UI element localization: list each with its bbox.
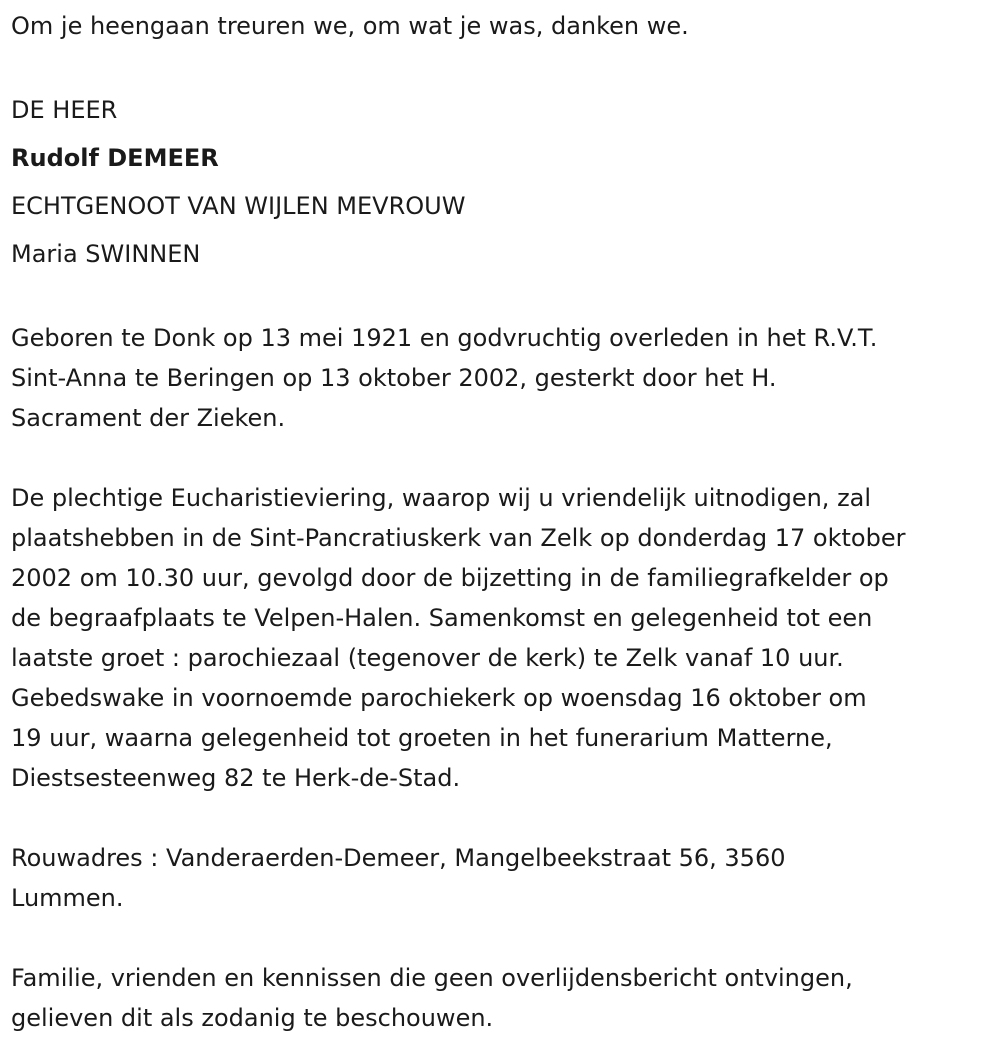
spouse-name: Maria SWINNEN bbox=[11, 240, 201, 268]
motto: Om je heengaan treuren we, om wat je was, danken we. bbox=[11, 12, 689, 40]
spacer bbox=[11, 278, 990, 318]
spacer bbox=[11, 438, 990, 478]
birth-death-paragraph: Geboren te Donk op 13 mei 1921 en godvruchtig overleden in het R.V.T. Sint-Anna te Beringen op 13 oktober 2002, gesterkt door het H. Sacrament der Zieken. bbox=[11, 324, 878, 432]
relation-label: ECHTGENOOT VAN WIJLEN MEVROUW bbox=[11, 192, 466, 220]
ceremony-paragraph: De plechtige Eucharistieviering, waarop wij u vriendelijk uitnodigen, zal plaatshebben in de Sint-Pancratiuskerk van Zelk op donderdag 17 oktober 2002 om 10.30 uur, gevolgd door de bijzetting in de familiegrafkelder op de begraafplaats te Velpen-Halen. Samenkomst en gelegenheid tot een laatste groet : parochiezaal (tegenover de kerk) te Zelk vanaf 10 uur. Gebedswake in voornoemde parochiekerk op woensdag 16 oktober om 19 uur, waarna gelegenheid tot groeten in het funerarium Matterne, Diestsesteenweg 82 te Herk-de-Stad. bbox=[11, 484, 906, 792]
deceased-name: Rudolf DEMEER bbox=[11, 144, 219, 172]
closing-paragraph: Familie, vrienden en kennissen die geen overlijdensbericht ontvingen, gelieven dit als zodanig te beschouwen. bbox=[11, 964, 853, 1032]
address-paragraph: Rouwadres : Vanderaerden-Demeer, Mangelbeekstraat 56, 3560 Lummen. bbox=[11, 844, 786, 912]
spacer bbox=[11, 46, 990, 86]
honorific: DE HEER bbox=[11, 96, 118, 124]
spacer bbox=[11, 798, 990, 838]
spacer bbox=[11, 918, 990, 958]
